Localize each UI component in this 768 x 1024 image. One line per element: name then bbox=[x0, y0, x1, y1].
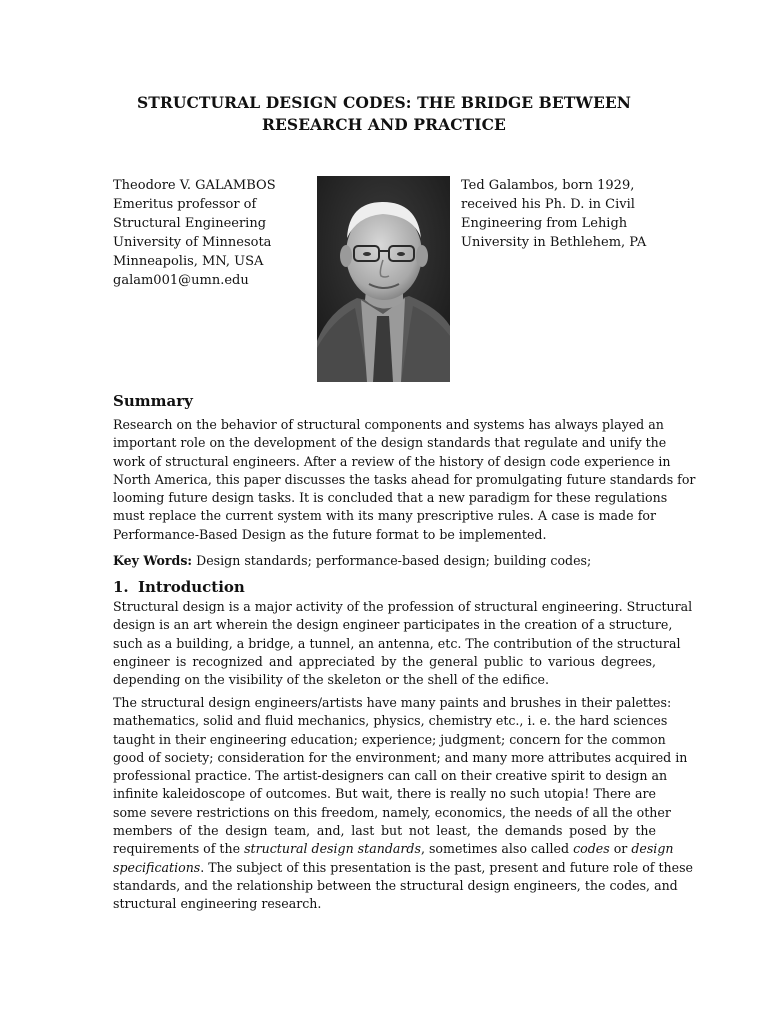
text-line: must replace the current system with its many prescriptive rules. A case is made for bbox=[113, 508, 656, 524]
intro-paragraph-2 bbox=[113, 694, 694, 914]
italic-term: codes bbox=[573, 841, 610, 857]
section-heading-introduction bbox=[113, 578, 245, 596]
intro-paragraph-1 bbox=[113, 598, 693, 689]
paper-title bbox=[0, 92, 768, 136]
text-line: standards, and the relationship between the structural design engineers, the codes, and bbox=[113, 877, 678, 893]
text-line: such as a building, a bridge, a tunnel, an antenna, etc. The contribution of the structural bbox=[113, 635, 681, 651]
author-location: Minneapolis, MN, USA bbox=[113, 254, 264, 269]
keywords-text: Design standards; performance-based design; building codes; bbox=[192, 553, 592, 568]
author-position: Emeritus professor of bbox=[113, 197, 257, 212]
text-line: engineer is recognized and appreciated by the general public to various degrees, bbox=[113, 653, 656, 669]
italic-term: structural design standards bbox=[244, 841, 421, 857]
text-line: The structural design engineers/artists have many paints and brushes in their palettes: bbox=[113, 695, 672, 710]
author-department: Structural Engineering bbox=[113, 216, 267, 231]
text-line: work of structural engineers. After a review of the history of design code experience in bbox=[113, 453, 671, 469]
bio-line: received his Ph. D. in Civil bbox=[461, 197, 635, 212]
title-line-2: RESEARCH AND PRACTICE bbox=[262, 115, 506, 134]
text-line bbox=[113, 859, 694, 877]
text-run: , sometimes also called bbox=[420, 841, 574, 857]
text-line: members of the design team, and, last but not least, the demands posed by the bbox=[113, 823, 656, 839]
text-run: or bbox=[609, 841, 632, 857]
text-line: Performance-Based Design as the future format to be implemented. bbox=[113, 526, 547, 542]
bio-line: University in Bethlehem, PA bbox=[461, 235, 647, 250]
author-name: Theodore V. GALAMBOS bbox=[113, 178, 276, 193]
summary-heading: Summary bbox=[113, 392, 193, 410]
section-title: Introduction bbox=[138, 578, 245, 596]
author-block bbox=[113, 176, 303, 290]
title-line-1: STRUCTURAL DESIGN CODES: THE BRIDGE BETWEEN bbox=[136, 93, 632, 112]
text-line: design is an art wherein the design engineer participates in the creation of a structure, bbox=[113, 617, 673, 633]
text-line: Structural design is a major activity of the profession of structural engineering. Structural bbox=[113, 599, 693, 614]
text-line: North America, this paper discusses the tasks ahead for promulgating future standards for bbox=[113, 471, 696, 487]
text-line: mathematics, solid and fluid mechanics, physics, chemistry etc., i. e. the hard sciences bbox=[113, 713, 668, 729]
text-line: good of society; consideration for the environment; and many more attributes acquired in bbox=[113, 749, 688, 765]
text-line bbox=[113, 840, 674, 858]
italic-term: specifications bbox=[113, 859, 201, 875]
text-line: structural engineering research. bbox=[113, 896, 322, 912]
text-line: infinite kaleidoscope of outcomes. But wait, there is really no such utopia! There are bbox=[113, 786, 656, 802]
text-run: . The subject of this presentation is the past, present and future role of these bbox=[200, 859, 694, 875]
text-line: important role on the development of the design standards that regulate and unify the bbox=[113, 435, 667, 451]
author-email: galam001@umn.edu bbox=[113, 273, 249, 288]
keywords bbox=[113, 553, 591, 568]
text-run: requirements of the bbox=[113, 841, 245, 857]
text-line: taught in their engineering education; experience; judgment; concern for the common bbox=[113, 731, 666, 747]
text-line: looming future design tasks. It is concluded that a new paradigm for these regulations bbox=[113, 490, 668, 506]
summary-paragraph bbox=[113, 416, 696, 544]
bio-line: Ted Galambos, born 1929, bbox=[461, 178, 635, 193]
italic-term: design bbox=[631, 841, 674, 857]
text-line: some severe restrictions on this freedom, namely, economics, the needs of all the other bbox=[113, 804, 671, 820]
text-line: depending on the visibility of the skeleton or the shell of the edifice. bbox=[113, 672, 549, 688]
author-bio bbox=[461, 176, 661, 252]
keywords-label: Key Words: bbox=[113, 553, 193, 568]
author-photo bbox=[317, 176, 450, 382]
portrait-image bbox=[317, 176, 450, 382]
text-line: Research on the behavior of structural components and systems has always played an bbox=[113, 417, 664, 432]
text-line: professional practice. The artist-designers can call on their creative spirit to design an bbox=[113, 768, 668, 784]
bio-line: Engineering from Lehigh bbox=[461, 216, 628, 231]
section-number: 1. bbox=[113, 578, 129, 596]
author-university: University of Minnesota bbox=[113, 235, 272, 250]
